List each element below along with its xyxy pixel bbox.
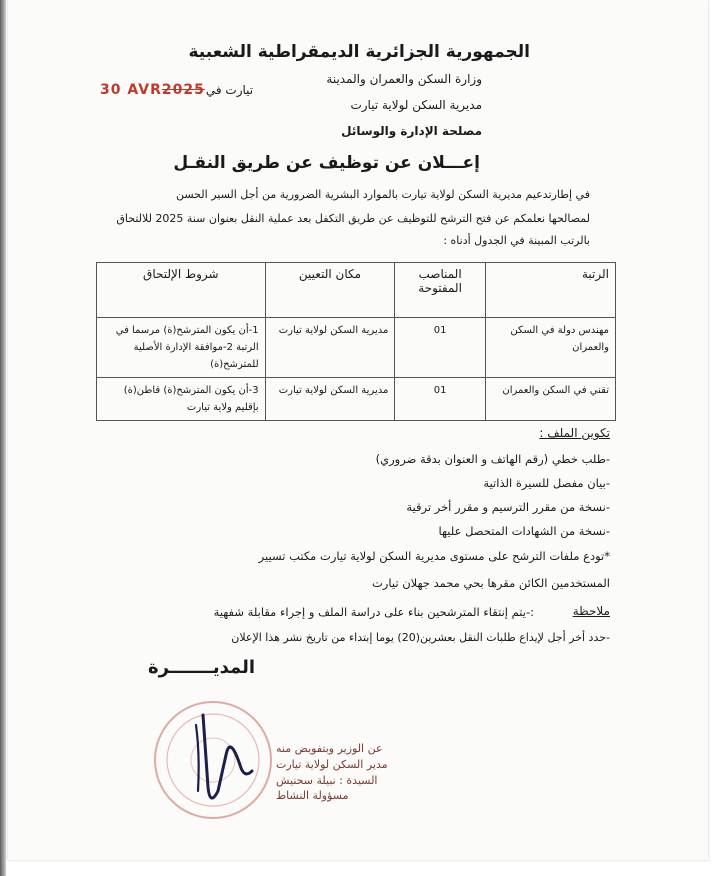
note-item: :-يتم إنتقاء المترشحين بناء على دراسة الملف و إجراء مقابلة شفهية — [213, 605, 534, 619]
service-name: مصلحة الإدارة والوسائل — [341, 124, 482, 138]
signature-line: مسؤولة النشاط — [276, 789, 349, 802]
positions-table — [96, 262, 616, 421]
table-row — [97, 318, 616, 378]
director-title: المديـــــــرة — [148, 657, 256, 678]
file-section-title: تكوين الملف : — [539, 426, 610, 440]
city-date-label: تيارت في : — [198, 83, 254, 97]
date-year: 2025 — [161, 82, 205, 98]
note-item: -حدد أخر أجل لإيداع طلبات النقل بعشرين(20) يوما إبتداء من تاريخ نشر هذا الإعلان — [231, 631, 610, 644]
note-label: ملاحظة — [572, 604, 610, 618]
official-stamp-and-signature — [148, 695, 278, 825]
cell-place: مديرية السكن لولاية تيارت — [265, 378, 395, 421]
cell-posts: 01 — [395, 378, 485, 421]
header-conditions: شروط الإلتحاق — [97, 263, 266, 318]
ministry-name: وزارة السكن والعمران والمدينة — [326, 72, 482, 86]
intro-paragraph-line: في إطارتدعيم مديرية السكن لولاية تيارت بالموارد البشرية الضرورية من أجل السير الحسن — [176, 188, 590, 201]
file-item: -نسخة من الشهادات المتحصل عليها — [438, 524, 610, 538]
file-item: *تودع ملفات الترشح على مستوى مديرية السكن لولاية تيارت مكتب تسيير — [258, 549, 610, 563]
directorate-name: مديرية السكن لولاية تيارت — [350, 98, 482, 112]
signature-line: عن الوزير وبتفويض منه — [276, 742, 383, 755]
intro-paragraph-line: بالرتب المبينة في الجدول أدناه : — [443, 234, 590, 247]
file-item: -بيان مفصل للسيرة الذاتية — [483, 476, 610, 490]
cell-grade: مهندس دولة في السكن والعمران — [485, 318, 615, 378]
file-item: المستخدمين الكائن مقرها بحي محمد جهلان تيارت — [371, 576, 610, 590]
cell-place: مديرية السكن لولاية تيارت — [265, 318, 395, 378]
signature-line: مدير السكن لولاية تيارت — [276, 758, 388, 771]
file-item: -طلب خطي (رقم الهاتف و العنوان بدقة ضروري) — [375, 452, 610, 466]
header-posts: المناصب المفتوحة — [395, 263, 485, 318]
header-grade: الرتبة — [485, 263, 615, 318]
cell-conditions: 1-أن يكون المترشح(ة) مرسما في الرتبة 2-موافقة الإدارة الأصلية للمترشح(ة) — [97, 318, 266, 378]
cell-posts: 01 — [395, 318, 485, 378]
scan-edge — [0, 0, 6, 876]
intro-paragraph-line: لمصالحها نعلمكم عن فتح الترشح للتوظيف عن طريق التكفل بعد عملية النقل بعنوان سنة 2025 للالتحاق — [116, 212, 590, 225]
table-header-row — [97, 263, 616, 318]
republic-heading: الجمهورية الجزائرية الديمقراطية الشعبية — [188, 42, 530, 62]
file-item: -نسخة من مقرر الترسيم و مقرر أخر ترقية — [406, 500, 610, 514]
cell-conditions: 3-أن يكون المترشح(ة) قاطن(ة) بإقليم ولاية تيارت — [97, 378, 266, 421]
signature-line: السيدة : نبيلة سحنيش — [276, 774, 378, 787]
date-day: 30 — [100, 82, 122, 98]
cell-grade: تقني في السكن والعمران — [485, 378, 615, 421]
announcement-title: إعـــلان عن توظيف عن طريق النقـل — [173, 153, 480, 173]
header-place: مكان التعيين — [265, 263, 395, 318]
date-month: AVR — [127, 82, 162, 98]
date-stamp — [100, 82, 205, 98]
table-row — [97, 378, 616, 421]
